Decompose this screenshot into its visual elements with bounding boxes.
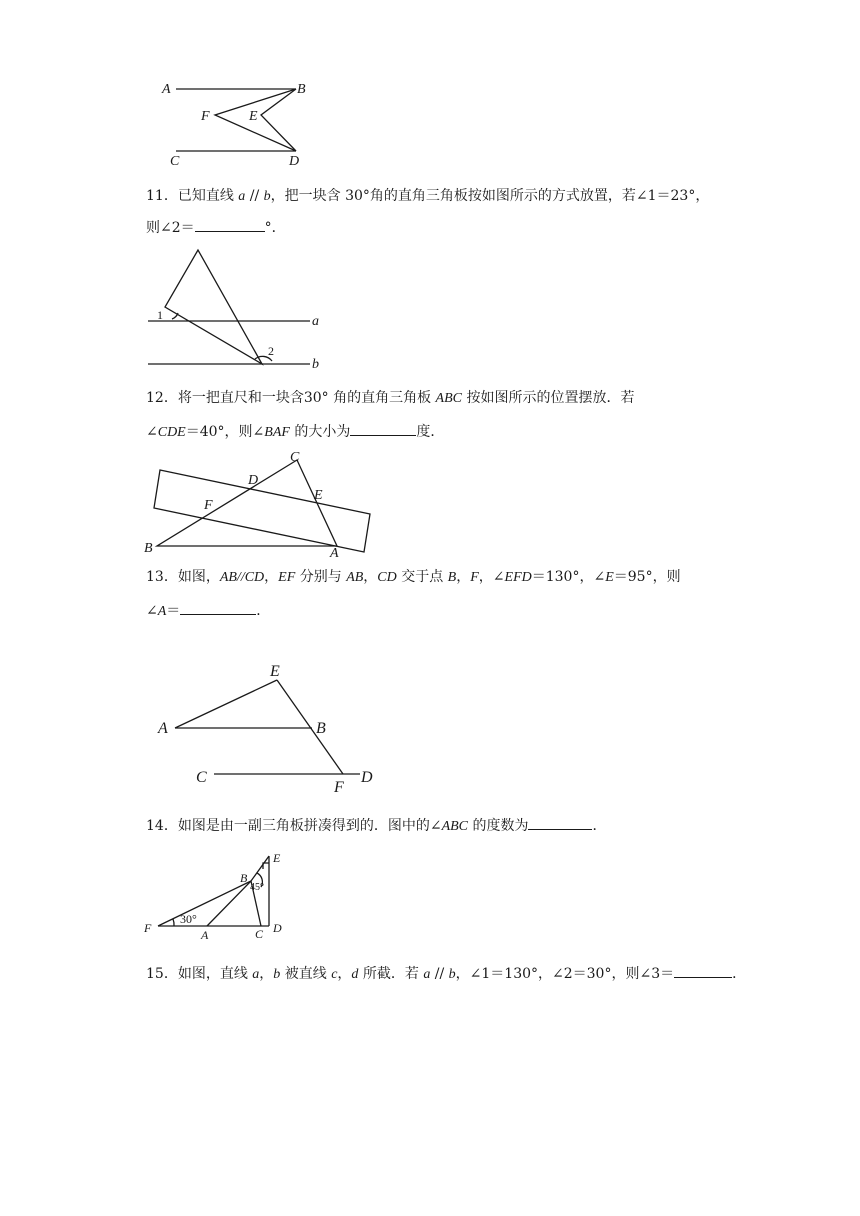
angle-30-arc [173, 919, 174, 926]
answer-blank[interactable] [180, 602, 256, 615]
segment-ae [175, 680, 277, 728]
text: 如图， [177, 569, 220, 585]
label-a: A [158, 720, 168, 737]
var-a: a [252, 967, 260, 982]
label-c: C [196, 769, 207, 786]
label-d: D [248, 473, 259, 488]
var-ef: EF [278, 570, 296, 585]
label-d: D [361, 769, 373, 786]
var-b: B [447, 570, 457, 585]
var-e: E [605, 570, 614, 585]
line-a-label: a [312, 314, 319, 329]
answer-blank[interactable] [350, 423, 416, 436]
var-b: b [273, 967, 281, 982]
var-b: b [263, 189, 271, 204]
var-ab-cd: AB//CD [219, 570, 265, 585]
question-11-line-1 [146, 187, 709, 206]
text: ＝95°，则 [613, 569, 681, 585]
question-number: 11． [146, 188, 178, 204]
text: ， [264, 569, 279, 585]
segment-ba [207, 881, 251, 926]
var-abc: ABC [441, 819, 469, 834]
label-b: B [316, 720, 326, 737]
text: ＝ [166, 603, 181, 619]
label-c: C [290, 450, 300, 465]
label-d: D [289, 154, 300, 169]
text: 如图是由一副三角板拼凑得到的．图中的∠ [177, 818, 442, 834]
var-a2: a [423, 967, 431, 982]
var-cde: CDE [157, 425, 186, 440]
label-c: C [255, 927, 264, 941]
label-f: F [334, 779, 344, 796]
text: 所截．若 [358, 966, 424, 982]
text: 交于点 [396, 569, 448, 585]
label-e: E [314, 488, 323, 503]
question-number: 12． [146, 390, 178, 406]
var-b2: b [448, 967, 456, 982]
text: 按如图所示的位置摆放．若 [462, 390, 635, 406]
label-e: E [270, 663, 280, 680]
text: 的大小为 [289, 424, 351, 440]
label-b: B [144, 541, 153, 556]
question-14-line-1 [146, 817, 606, 836]
answer-blank[interactable] [528, 817, 592, 830]
question-number: 13． [146, 569, 178, 585]
text: ，∠1＝130°，∠2＝30°，则∠3＝ [455, 966, 675, 982]
text: ，∠ [478, 569, 505, 585]
set-square [165, 250, 262, 364]
label-f: F [144, 921, 152, 935]
question-number: 15． [146, 966, 178, 982]
text: ， [456, 569, 471, 585]
question-13-line-2 [146, 602, 270, 621]
label-b: B [240, 871, 248, 885]
angle-30-label: 30° [180, 912, 197, 926]
question-number: 14． [146, 818, 178, 834]
label-f: F [201, 109, 210, 124]
label-a: A [201, 928, 209, 942]
triangle-abc [157, 460, 337, 546]
angle-1-label: 1 [157, 308, 163, 322]
label-d: D [273, 921, 282, 935]
question-15-line-1 [146, 965, 746, 984]
var-baf: BAF [264, 425, 290, 440]
text: ． [256, 603, 271, 619]
text: ． [592, 818, 607, 834]
var-abc: ABC [435, 391, 462, 406]
label-e: E [273, 851, 281, 865]
text: 如图，直线 [177, 966, 253, 982]
angle-2-label: 2 [268, 344, 274, 358]
angle-1-arc [172, 313, 178, 319]
var-d: d [351, 967, 359, 982]
angle-45-label: 45° [250, 882, 264, 893]
figure-10 [150, 75, 330, 175]
text: 已知直线 [177, 188, 239, 204]
label-a: A [162, 82, 171, 97]
segment-fb [158, 881, 251, 926]
text: ∠ [146, 424, 158, 440]
text: 分别与 [295, 569, 347, 585]
figure-14 [140, 846, 300, 942]
text: // [430, 966, 449, 982]
text: 被直线 [280, 966, 332, 982]
ruler [154, 470, 370, 552]
segment-ef [277, 680, 343, 774]
question-12-line-1 [146, 389, 634, 408]
label-e: E [249, 109, 258, 124]
text: ． [732, 966, 747, 982]
label-c: C [170, 154, 180, 169]
text: 将一把直尺和一块含30° 角的直角三角板 [177, 390, 436, 406]
text: °． [264, 220, 286, 236]
label-a: A [330, 546, 339, 561]
question-11-line-2 [146, 219, 286, 237]
text: // [245, 188, 264, 204]
var-cd: CD [377, 570, 397, 585]
line-b-label: b [312, 357, 319, 372]
label-f: F [204, 498, 213, 513]
text: ∠ [146, 603, 158, 619]
text: 则∠2＝ [146, 220, 195, 236]
text: ＝40°，则∠ [185, 424, 265, 440]
var-a: a [238, 189, 246, 204]
figure-12 [140, 448, 380, 560]
figure-11 [140, 245, 340, 375]
answer-blank[interactable] [674, 965, 732, 978]
segment-be [251, 856, 269, 881]
question-12-line-2 [146, 423, 444, 442]
var-efd: EFD [504, 570, 532, 585]
text: ，把一块含 30°角的直角三角板按如图所示的方式放置，若∠1＝23°， [270, 188, 710, 204]
text: ， [337, 966, 352, 982]
label-b: B [297, 82, 306, 97]
question-13-line-1 [146, 568, 681, 587]
var-ab: AB [346, 570, 364, 585]
figure-13 [150, 658, 390, 798]
text: ＝130°，∠ [531, 569, 606, 585]
text: ， [363, 569, 378, 585]
text: 的度数为 [468, 818, 529, 834]
text: 度． [416, 424, 445, 440]
answer-blank[interactable] [195, 219, 265, 232]
var-a: A [157, 604, 167, 619]
var-f: F [470, 570, 479, 585]
text: ， [259, 966, 274, 982]
var-c: c [331, 967, 338, 982]
